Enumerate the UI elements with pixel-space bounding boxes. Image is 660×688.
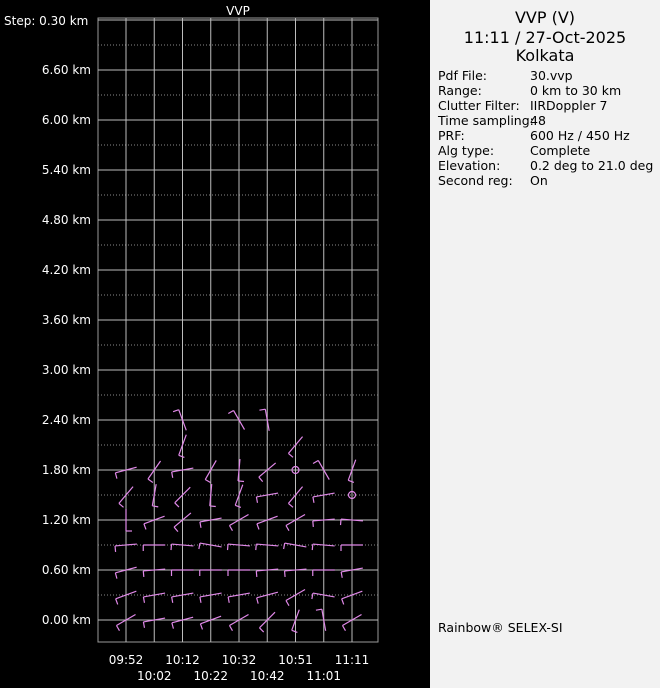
info-key: Clutter Filter: (438, 98, 520, 113)
wind-barb-feather (115, 573, 117, 579)
y-axis-ticks (4, 14, 91, 627)
info-value: 0.2 deg to 21.0 deg (530, 158, 654, 173)
chart-grid (98, 18, 378, 642)
wind-barb-feather (238, 481, 244, 482)
info-key: Time sampling: (438, 113, 534, 128)
wind-barb-feather (175, 503, 179, 507)
info-row (438, 128, 630, 143)
wind-barb-feather (143, 622, 144, 628)
wind-barb-feather (228, 544, 229, 550)
y-tick-label: 5.40 km (41, 163, 91, 177)
wind-barb-feather (342, 626, 345, 631)
info-value: 30.vvp (530, 68, 573, 83)
info-row (438, 98, 607, 113)
info-key: Alg type: (438, 143, 495, 158)
wind-barb-feather (115, 473, 117, 479)
wind-barb-feather (172, 472, 173, 478)
info-key: Range: (438, 83, 482, 98)
wind-barb-feather (174, 527, 178, 532)
wind-barb-feather (172, 597, 173, 603)
wind-barb-feather (235, 505, 241, 507)
y-step-label: Step: 0.30 km (4, 14, 89, 28)
info-key: Second reg: (438, 173, 513, 188)
wind-barb-feather (119, 503, 124, 507)
wind-barb-feather (199, 543, 200, 549)
wind-barb-feather (256, 571, 257, 577)
wind-barb-feather (285, 571, 286, 577)
x-tick-label: 11:11 (334, 653, 370, 667)
wind-barb-feather (200, 597, 201, 603)
plot-frame (98, 18, 378, 642)
wind-barb-feather (173, 410, 179, 412)
wind-barb-feather (259, 409, 265, 410)
panel-location: Kolkata (515, 46, 575, 65)
vendor-footer: Rainbow® SELEX-SI (438, 620, 563, 635)
wind-barb-feather (228, 597, 229, 603)
wind-barb-feather (200, 624, 202, 630)
wind-barb-feather (286, 601, 289, 606)
wind-barb-feather (257, 524, 259, 530)
wind-barb-feather (284, 543, 285, 549)
info-row (438, 113, 546, 128)
y-tick-label: 0.60 km (41, 563, 91, 577)
y-tick-label: 6.60 km (41, 63, 91, 77)
wind-barb-feather (229, 626, 232, 631)
wind-barb-feather (205, 480, 210, 483)
info-row (438, 158, 653, 173)
x-tick-label: 10:02 (136, 669, 172, 683)
x-axis-ticks (109, 653, 370, 683)
wind-barb-feather (341, 572, 342, 578)
wind-barb-feather (200, 522, 201, 528)
wind-barb-feather (116, 626, 119, 631)
info-row (438, 83, 621, 98)
info-row (438, 68, 573, 83)
wind-barb-feather (292, 630, 298, 632)
info-key: Elevation: (438, 158, 501, 173)
info-value: Complete (530, 143, 591, 158)
wind-barb-feather (312, 544, 313, 550)
wind-barb-feather (342, 599, 344, 605)
info-row (438, 173, 548, 188)
wind-barb-feather (116, 599, 118, 605)
x-tick-label: 09:52 (108, 653, 144, 667)
wind-barb-feather (152, 506, 158, 507)
x-tick-label: 11:01 (306, 669, 342, 683)
y-tick-label: 3.00 km (41, 363, 91, 377)
panel-datetime: 11:11 / 27-Oct-2025 (463, 28, 627, 47)
x-tick-label: 10:22 (193, 669, 229, 683)
wind-barb-feather (257, 598, 259, 604)
info-key: PRF: (438, 128, 465, 143)
wind-barb-feather (288, 503, 293, 507)
wind-barb-feather (259, 477, 263, 482)
y-tick-label: 0.00 km (41, 613, 91, 627)
wind-barb-feather (313, 497, 314, 503)
info-value: 0 km to 30 km (530, 83, 622, 98)
info-value: On (530, 173, 548, 188)
wind-barb-feather (256, 544, 257, 550)
y-tick-label: 4.80 km (41, 213, 91, 227)
wind-barb-feather (341, 519, 342, 525)
y-tick-label: 1.20 km (41, 513, 91, 527)
wind-barb-feather (348, 480, 354, 482)
wind-barb-feather (179, 455, 185, 457)
y-tick-label: 4.20 km (41, 263, 91, 277)
wind-barb-feather (256, 497, 257, 503)
y-tick-label: 1.80 km (41, 463, 91, 477)
wind-barb-feather (143, 597, 144, 603)
y-tick-label: 3.60 km (41, 313, 91, 327)
panel-title: VVP (V) (514, 8, 576, 27)
info-value: 600 Hz / 450 Hz (530, 128, 630, 143)
wind-barb-feather (286, 526, 289, 531)
wind-barb-feather (228, 410, 233, 413)
wind-barb-feather (229, 526, 232, 531)
info-key: Pdf File: (438, 68, 487, 83)
wind-barb-feather (259, 628, 263, 632)
wind-barb-feather (115, 546, 116, 552)
x-tick-label: 10:51 (278, 653, 313, 667)
wind-barb-feather (171, 544, 172, 550)
info-row (438, 143, 590, 158)
wind-barb-feather (312, 593, 313, 599)
wind-barb-feather (288, 453, 293, 457)
y-tick-label: 2.40 km (41, 413, 91, 427)
wind-barb-feather (148, 479, 153, 482)
x-tick-label: 10:42 (249, 669, 285, 683)
wind-barb-feather (313, 460, 318, 463)
info-value: 48 (530, 113, 546, 128)
wind-barb-feather (316, 609, 322, 610)
wind-barb-feather (313, 521, 314, 527)
wind-barb-feather (143, 571, 144, 577)
wind-barb-feather (144, 524, 146, 530)
wind-barb-feather (210, 506, 216, 507)
x-tick-label: 10:32 (221, 653, 257, 667)
info-value: IIRDoppler 7 (530, 98, 608, 113)
info-panel (430, 0, 660, 688)
y-tick-label: 6.00 km (41, 113, 91, 127)
wind-barb-feather (172, 623, 174, 629)
chart-title: VVP (226, 4, 250, 18)
x-tick-label: 10:12 (165, 653, 200, 667)
